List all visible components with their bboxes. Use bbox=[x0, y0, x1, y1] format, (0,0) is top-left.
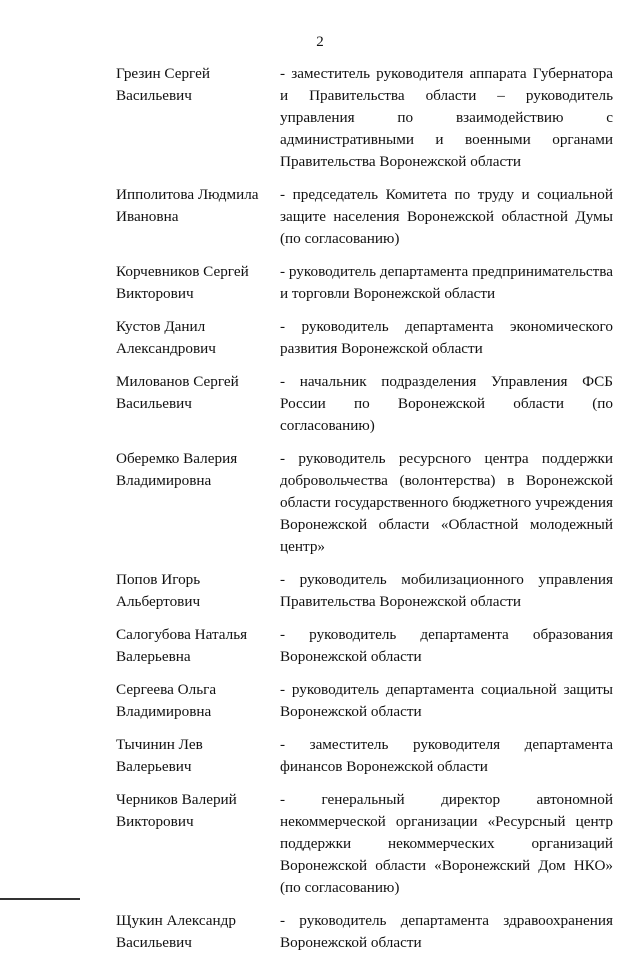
member-name-line: Тычинин Лев bbox=[116, 736, 203, 753]
list-item bbox=[116, 569, 613, 613]
page-number: 2 bbox=[316, 34, 324, 50]
member-role: - руководитель ресурсного центра поддержки добровольчества (волонтерства) в Воронежской области государственного бюджетного учреждения Воронежской области «Областной молодежный центр» bbox=[280, 450, 613, 555]
list-item bbox=[116, 184, 613, 250]
member-role: - руководитель департамента образования Воронежской области bbox=[280, 626, 613, 665]
list-item bbox=[116, 734, 613, 778]
member-name-line: Викторович bbox=[116, 285, 194, 302]
member-name-line: Сергеева Ольга bbox=[116, 681, 217, 698]
member-role: - начальник подразделения Управления ФСБ России по Воронежской области (по согласованию) bbox=[280, 373, 613, 434]
member-role: - руководитель департамента здравоохранения Воронежской области bbox=[280, 912, 613, 951]
member-name bbox=[116, 569, 280, 613]
member-name bbox=[116, 63, 280, 173]
member-role: - заместитель руководителя аппарата Губернатора и Правительства области – руководитель управления по взаимодействию с административными и военными органами Правительства Воронежской области bbox=[280, 65, 613, 170]
list-item bbox=[116, 371, 613, 437]
list-item bbox=[116, 63, 613, 173]
list-item bbox=[116, 910, 613, 954]
member-name-line: Ипполитова Людмила bbox=[116, 186, 259, 203]
member-name-line: Васильевич bbox=[116, 395, 192, 412]
member-name bbox=[116, 679, 280, 723]
member-name bbox=[116, 371, 280, 437]
member-name-line: Грезин Сергей bbox=[116, 65, 210, 82]
member-name-line: Милованов Сергей bbox=[116, 373, 239, 390]
member-role: - руководитель департамента экономического развития Воронежской области bbox=[280, 318, 613, 357]
member-name-line: Владимировна bbox=[116, 472, 212, 489]
member-name-line: Валерьевна bbox=[116, 648, 191, 665]
list-item bbox=[116, 261, 613, 305]
member-name bbox=[116, 448, 280, 558]
list-item bbox=[116, 448, 613, 558]
member-name bbox=[116, 910, 280, 954]
list-item bbox=[116, 624, 613, 668]
member-role: - руководитель департамента социальной защиты Воронежской области bbox=[280, 681, 613, 720]
member-name bbox=[116, 624, 280, 668]
member-name-line: Викторович bbox=[116, 813, 194, 830]
member-name-line: Попов Игорь bbox=[116, 571, 201, 588]
member-role: - руководитель департамента предпринимательства и торговли Воронежской области bbox=[280, 263, 613, 302]
member-name bbox=[116, 316, 280, 360]
member-name-line: Васильевич bbox=[116, 87, 192, 104]
list-item bbox=[116, 789, 613, 899]
member-role: - председатель Комитета по труду и социальной защите населения Воронежской областной Думы (по согласованию) bbox=[280, 186, 613, 247]
member-name-line: Ивановна bbox=[116, 208, 179, 225]
member-name bbox=[116, 184, 280, 250]
list-item bbox=[116, 316, 613, 360]
member-role: - генеральный директор автономной некоммерческой организации «Ресурсный центр поддержки некоммерческих организаций Воронежской области «Воронежский Дом НКО» (по согласованию) bbox=[280, 791, 613, 896]
member-name-line: Владимировна bbox=[116, 703, 212, 720]
member-name-line: Валерьевич bbox=[116, 758, 192, 775]
member-name-line: Оберемко Валерия bbox=[116, 450, 238, 467]
member-name-line: Кустов Данил bbox=[116, 318, 206, 335]
member-name-line: Александрович bbox=[116, 340, 216, 357]
member-name bbox=[116, 789, 280, 899]
list-item bbox=[116, 679, 613, 723]
member-name bbox=[116, 734, 280, 778]
member-list bbox=[116, 63, 613, 954]
member-name bbox=[116, 261, 280, 305]
member-role: - заместитель руководителя департамента финансов Воронежской области bbox=[280, 736, 613, 775]
member-name-line: Корчевников Сергей bbox=[116, 263, 249, 280]
member-name-line: Васильевич bbox=[116, 934, 192, 951]
member-name-line: Альбертович bbox=[116, 593, 201, 610]
member-name-line: Черников Валерий bbox=[116, 791, 237, 808]
member-name-line: Салогубова Наталья bbox=[116, 626, 248, 643]
member-role: - руководитель мобилизационного управления Правительства Воронежской области bbox=[280, 571, 613, 610]
member-name-line: Щукин Александр bbox=[116, 912, 236, 929]
